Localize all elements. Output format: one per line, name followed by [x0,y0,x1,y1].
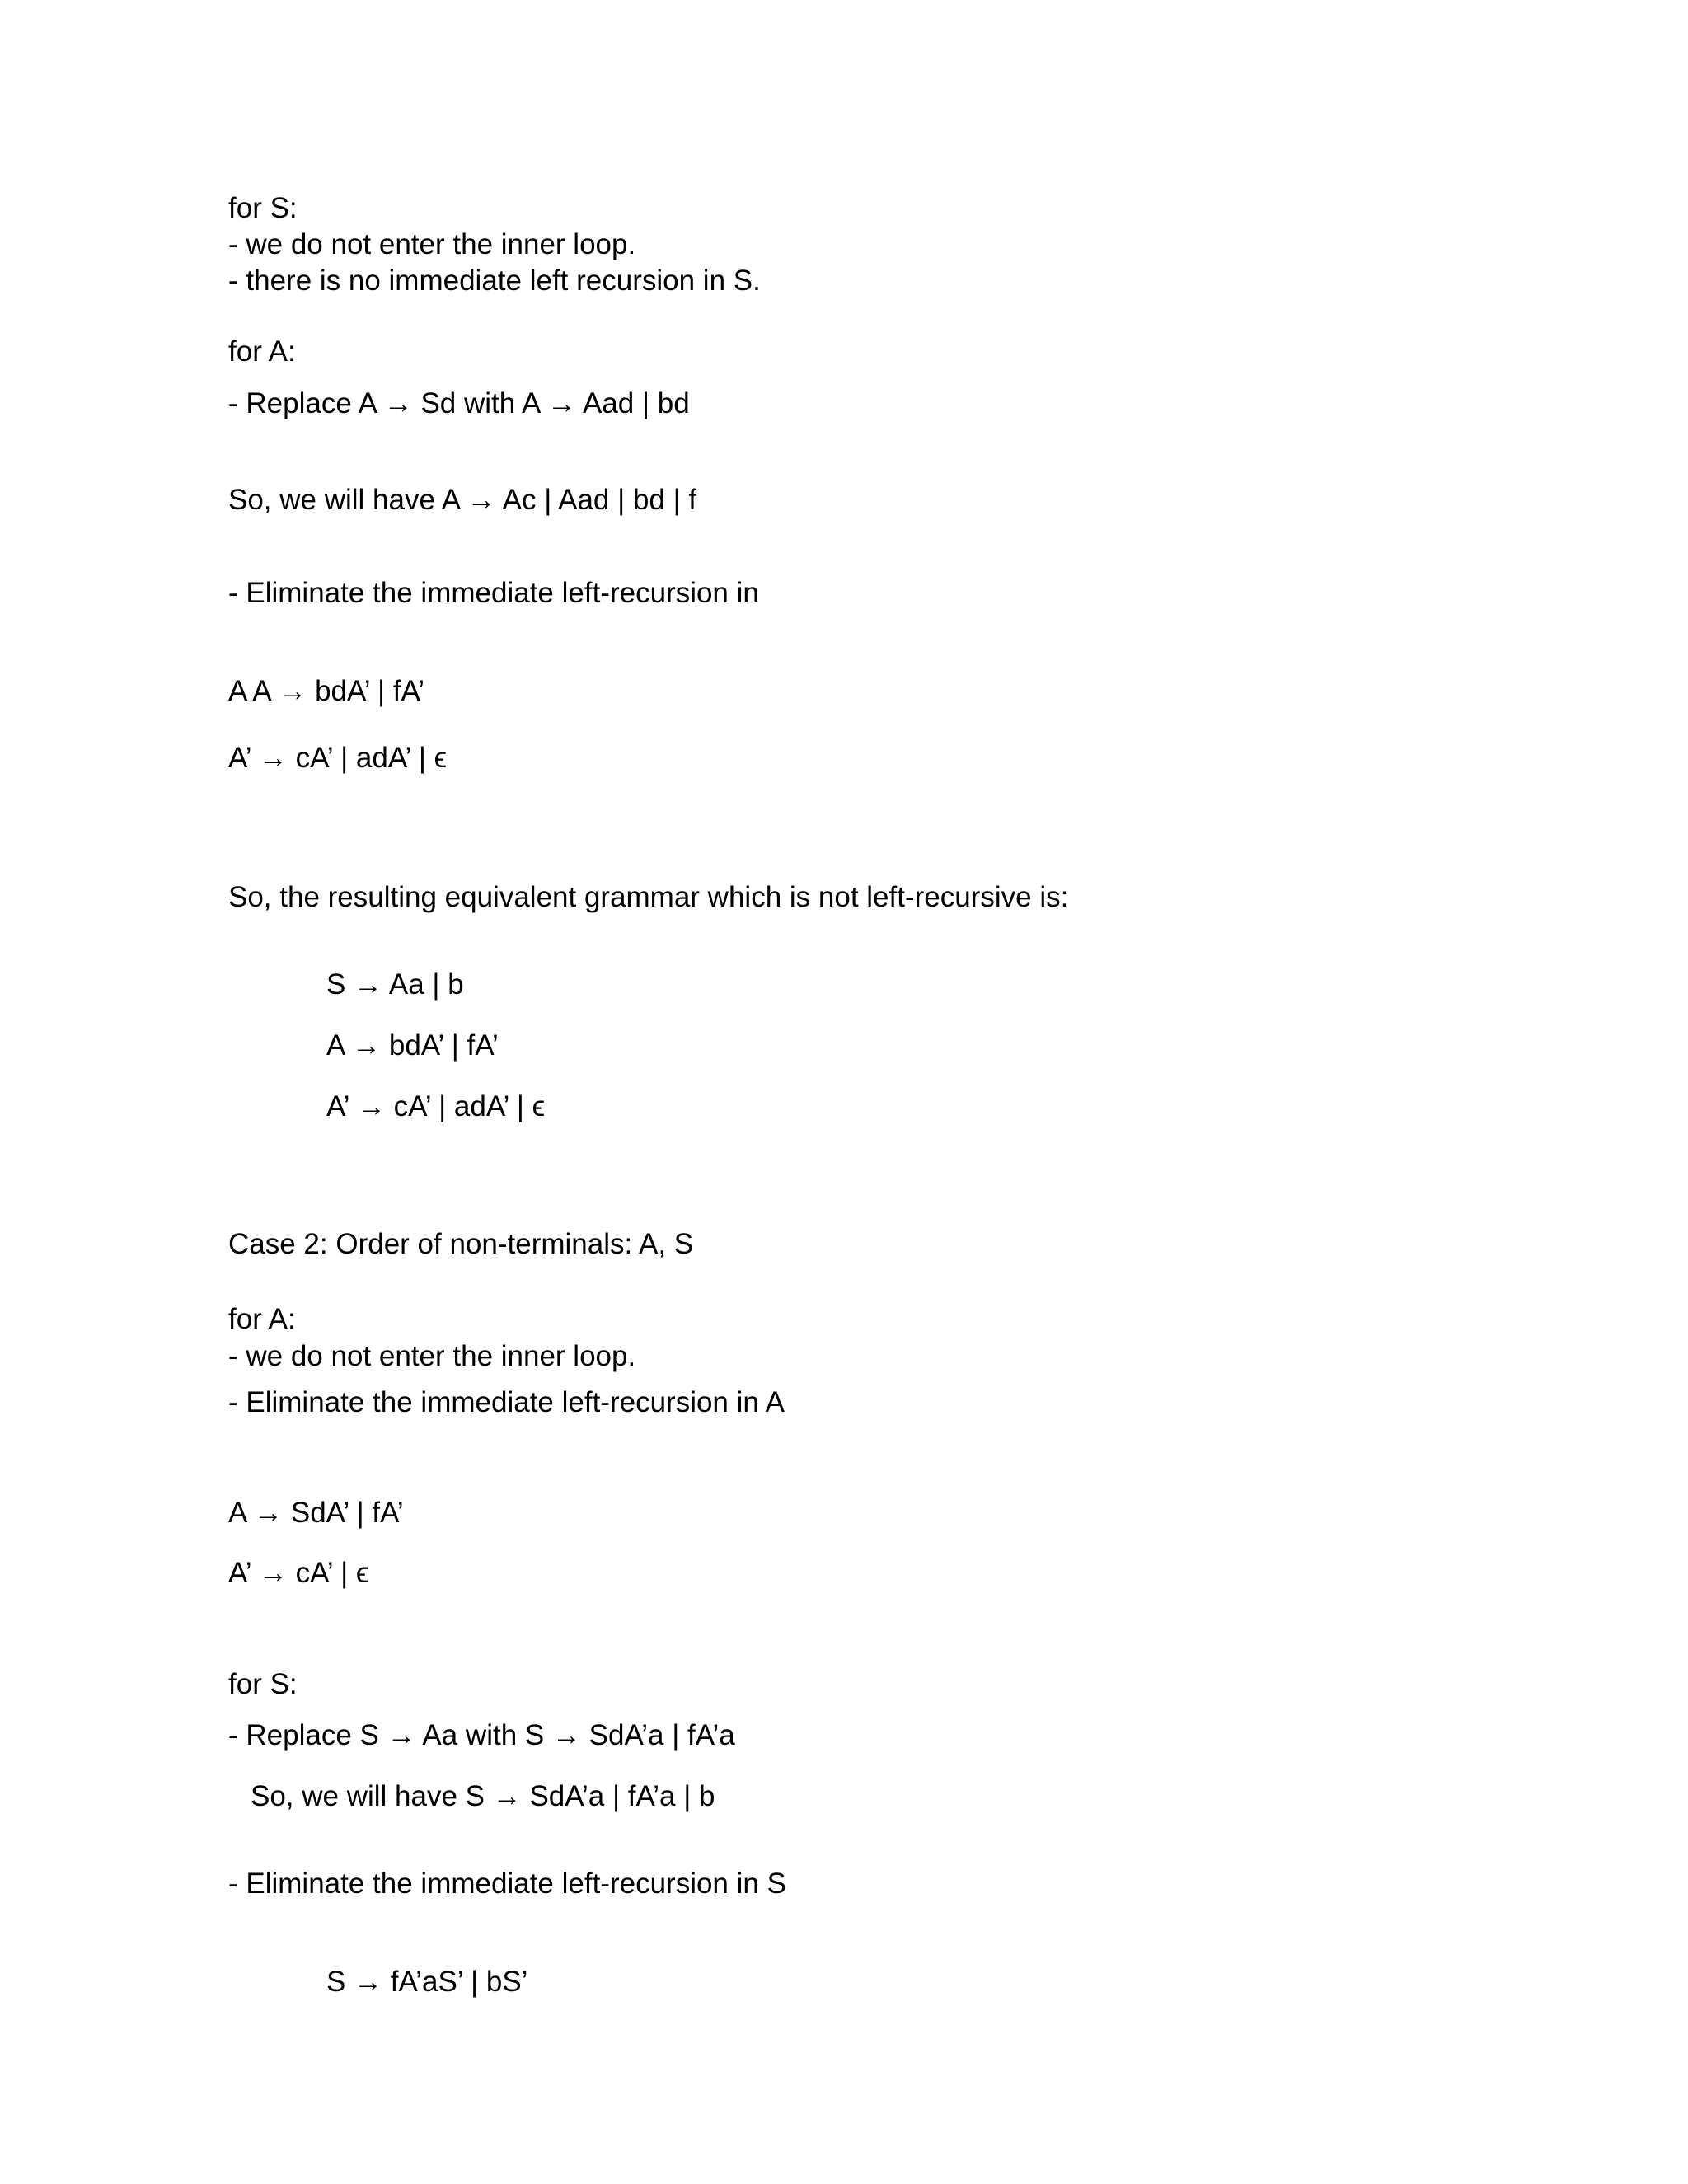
text-line: - Replace S → Aa with S → SdA’a | fA’a [228,1719,735,1751]
production-rule: A → bdA’ | fA’ [326,1029,499,1062]
text-line: So, we will have A → Ac | Aad | bd | f [228,484,697,516]
production-rule: S → Aa | b [326,968,464,1001]
production-rule: A A → bdA’ | fA’ [228,675,425,707]
production-rule: A’ → cA’ | adA’ | ϵ [228,742,448,774]
heading-for-s: for S: [228,192,298,224]
text-line: - Eliminate the immediate left-recursion in [228,577,759,609]
text-line: - we do not enter the inner loop. [228,228,636,260]
text-line: So, the resulting equivalent grammar which is not left-recursive is: [228,881,1069,913]
production-rule: A’ → cA’ | ϵ [228,1557,369,1589]
production-rule: S → fA’aS’ | bS’ [326,1966,528,1998]
heading-for-a: for A: [228,335,296,368]
text-line: - Eliminate the immediate left-recursion in A [228,1386,785,1418]
text-line: - we do not enter the inner loop. [228,1340,636,1372]
text-line: - there is no immediate left recursion in S. [228,265,761,297]
case-heading: Case 2: Order of non-terminals: A, S [228,1228,694,1260]
heading-for-a: for A: [228,1303,296,1335]
production-rule: A’ → cA’ | adA’ | ϵ [326,1090,546,1122]
text-line: - Eliminate the immediate left-recursion in S [228,1868,786,1900]
text-line: So, we will have S → SdA’a | fA’a | b [251,1780,715,1812]
heading-for-s: for S: [228,1668,298,1700]
text-line: - Replace A → Sd with A → Aad | bd [228,387,690,419]
production-rule: A → SdA’ | fA’ [228,1497,404,1529]
